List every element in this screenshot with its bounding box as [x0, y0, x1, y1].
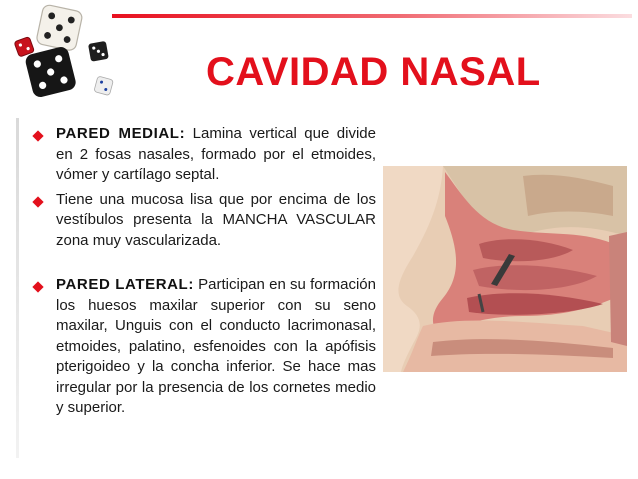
- diamond-bullet-icon: [32, 196, 43, 207]
- nasal-cavity-anatomy-illustration: [383, 166, 627, 372]
- bullet-item: [30, 124, 376, 186]
- diamond-bullet-icon: [32, 281, 43, 292]
- bullet-item: [30, 275, 376, 419]
- bullet-body: Tiene una mucosa lisa que por encima de los vestíbulos presenta la MANCHA VASCULAR zona muy vascularizada.: [56, 190, 376, 249]
- bullet-heading: PARED MEDIAL:: [56, 125, 186, 142]
- left-divider-line: [16, 118, 19, 458]
- diamond-bullet-icon: [32, 130, 43, 141]
- dice-icon: [0, 0, 130, 110]
- bullet-heading: PARED LATERAL:: [56, 276, 194, 293]
- bullet-body: Participan en su formación los huesos maxilar superior con su seno maxilar, Unguis con el conducto lacrimonasal, etmoides, palatino, esfenoides con la apófisis pterigoideo y la concha inferior. Se hace mas irregular por la presencia de los cornetes medio y superior.: [56, 276, 376, 416]
- bullet-text: [56, 275, 376, 419]
- slide-title: CAVIDAD NASAL: [206, 50, 541, 94]
- bullet-text: [56, 124, 376, 186]
- bullet-body: Lamina vertical que divide en 2 fosas nasales, formado por el etmoides, vómer y cartílago septal.: [56, 125, 376, 183]
- top-accent-line: [112, 14, 632, 18]
- bullet-list: [30, 124, 376, 419]
- bullet-text: [56, 190, 376, 252]
- bullet-item: [30, 190, 376, 252]
